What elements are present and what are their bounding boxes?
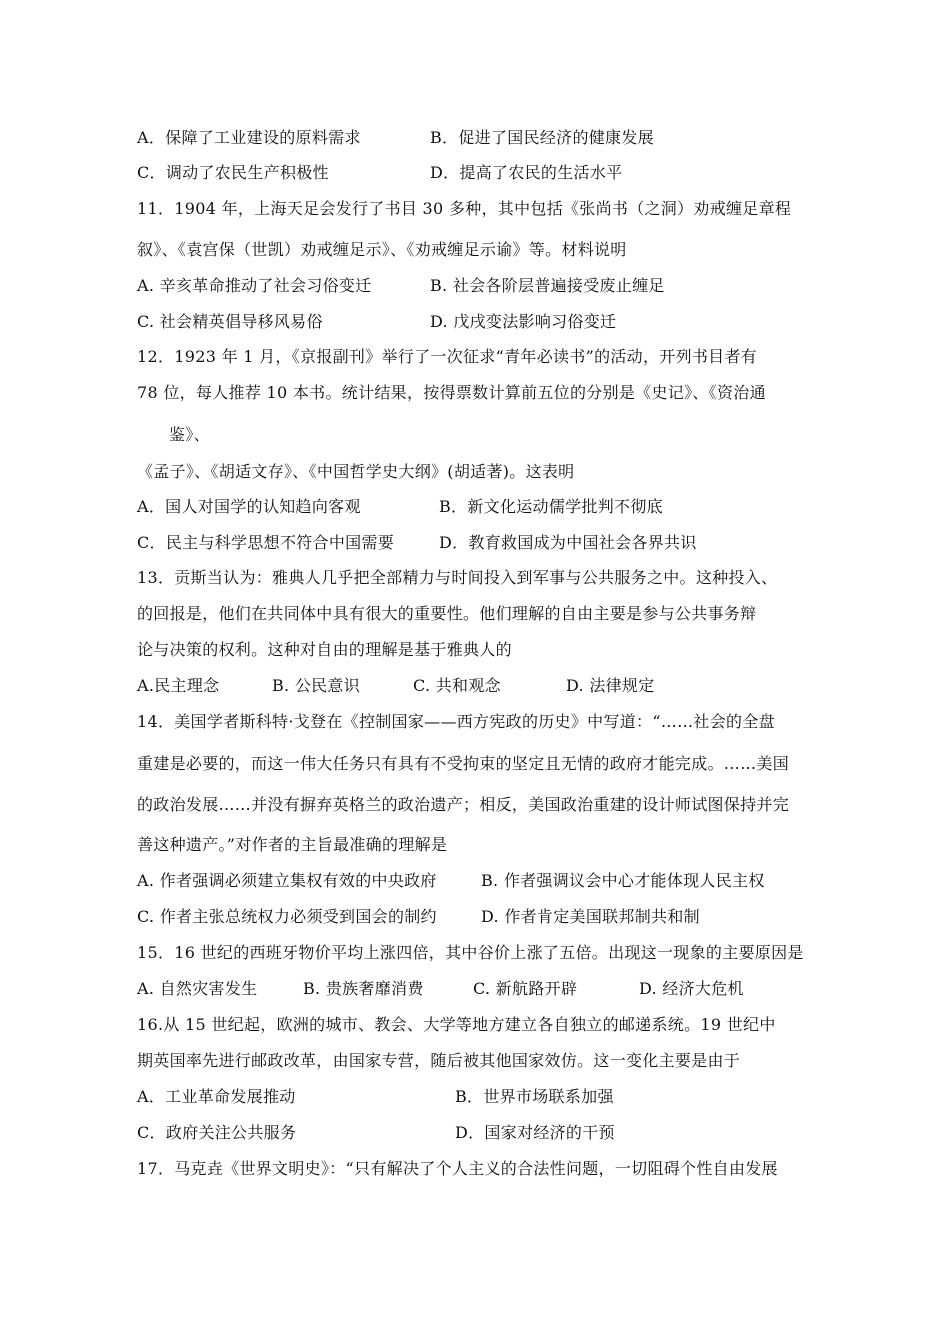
q13-option-a: A.民主理念 — [137, 676, 220, 695]
q12-option-c: C．民主与科学思想不符合中国需要 — [137, 533, 395, 552]
q12-option-d: D．教育救国成为中国社会各界共识 — [439, 533, 697, 552]
q13-option-d: D. 法律规定 — [566, 676, 655, 695]
q16-stem-line: 16.从 15 世纪起，欧洲的城市、教会、大学等地方建立各自独立的邮递系统。19 世纪中 — [137, 1015, 776, 1034]
q13-stem-line: 论与决策的权利。这种对自由的理解是基于雅典人的 — [137, 640, 512, 659]
q11-option-d: D. 戊戌变法影响习俗变迁 — [430, 312, 617, 331]
q10-option-a: A．保障了工业建设的原料需求 — [137, 128, 361, 147]
q12-stem-line: 78 位，每人推荐 10 本书。统计结果，按得票数计算前五位的分别是《史记》、《资治通 — [137, 383, 766, 402]
q14-option-d: D. 作者肯定美国联邦制共和制 — [481, 907, 700, 926]
q11-stem-line: 11．1904 年，上海天足会发行了书目 30 多种，其中包括《张尚书（之洞）劝戒缠足章程 — [137, 199, 792, 218]
q11-option-b: B. 社会各阶层普遍接受废止缠足 — [430, 276, 665, 295]
q12-stem-line: 《孟子》、《胡适文存》、《中国哲学史大纲》(胡适著)。这表明 — [137, 462, 575, 481]
q15-option-a: A. 自然灾害发生 — [137, 979, 258, 998]
q17-stem-line: 17．马克垚《世界文明史》：“只有解决了个人主义的合法性问题，一切阻碍个性自由发展 — [137, 1159, 778, 1178]
q11-stem-line: 叙》、《袁宫保（世凯）劝戒缠足示》、《劝戒缠足示谕》等。材料说明 — [137, 240, 627, 259]
q16-option-d: D．国家对经济的干预 — [455, 1123, 615, 1142]
q14-option-a: A. 作者强调必须建立集权有效的中央政府 — [137, 871, 437, 890]
q14-stem-line: 善这种遗产。”对作者的主旨最准确的理解是 — [137, 835, 448, 854]
q15-option-d: D. 经济大危机 — [639, 979, 744, 998]
q12-stem-line: 12．1923 年 1 月，《京报副刊》举行了一次征求“青年必读书”的活动，开列书目者有 — [137, 347, 758, 366]
q16-option-a: A．工业革命发展推动 — [137, 1087, 296, 1106]
q12-option-b: B．新文化运动儒学批判不彻底 — [439, 497, 663, 516]
q15-option-b: B. 贵族奢靡消费 — [303, 979, 424, 998]
q13-stem-line: 13．贡斯当认为：雅典人几乎把全部精力与时间投入到军事与公共服务之中。这种投入、 — [137, 568, 778, 587]
q16-stem-line: 期英国率先进行邮政改革，由国家专营，随后被其他国家效仿。这一变化主要是由于 — [137, 1051, 741, 1070]
q10-option-b: B．促进了国民经济的健康发展 — [430, 128, 654, 147]
q11-option-c: C. 社会精英倡导移风易俗 — [137, 312, 323, 331]
q15-option-c: C. 新航路开辟 — [473, 979, 578, 998]
q16-option-c: C．政府关注公共服务 — [137, 1123, 297, 1142]
q15-stem-line: 15．16 世纪的西班牙物价平均上涨四倍，其中谷价上涨了五倍。出现这一现象的主要原因是 — [137, 943, 804, 962]
q12-stem-line: 鉴》、 — [169, 425, 210, 444]
q10-option-c: C．调动了农民生产积极性 — [137, 163, 329, 182]
q10-option-d: D．提高了农民的生活水平 — [430, 163, 623, 182]
q16-option-b: B．世界市场联系加强 — [455, 1087, 614, 1106]
q14-stem-line: 的政治发展……并没有摒弃英格兰的政治遗产；相反，美国政治重建的设计师试图保持并完 — [137, 795, 790, 814]
q13-option-b: B. 公民意识 — [272, 676, 361, 695]
q14-stem-line: 重建是必要的，而这一伟大任务只有具有不受拘束的坚定且无情的政府才能完成。……美国 — [137, 754, 790, 773]
q13-option-c: C. 共和观念 — [413, 676, 501, 695]
q12-option-a: A．国人对国学的认知趋向客观 — [137, 497, 361, 516]
q13-stem-line: 的回报是，他们在共同体中具有很大的重要性。他们理解的自由主要是参与公共事务辩 — [137, 604, 757, 623]
q14-option-b: B. 作者强调议会中心才能体现人民主权 — [481, 871, 765, 890]
q14-option-c: C. 作者主张总统权力必须受到国会的制约 — [137, 907, 437, 926]
q14-stem-line: 14．美国学者斯科特·戈登在《控制国家——西方宪政的历史》中写道：“……社会的全盘 — [137, 712, 775, 731]
q11-option-a: A. 辛亥革命推动了社会习俗变迁 — [137, 276, 372, 295]
